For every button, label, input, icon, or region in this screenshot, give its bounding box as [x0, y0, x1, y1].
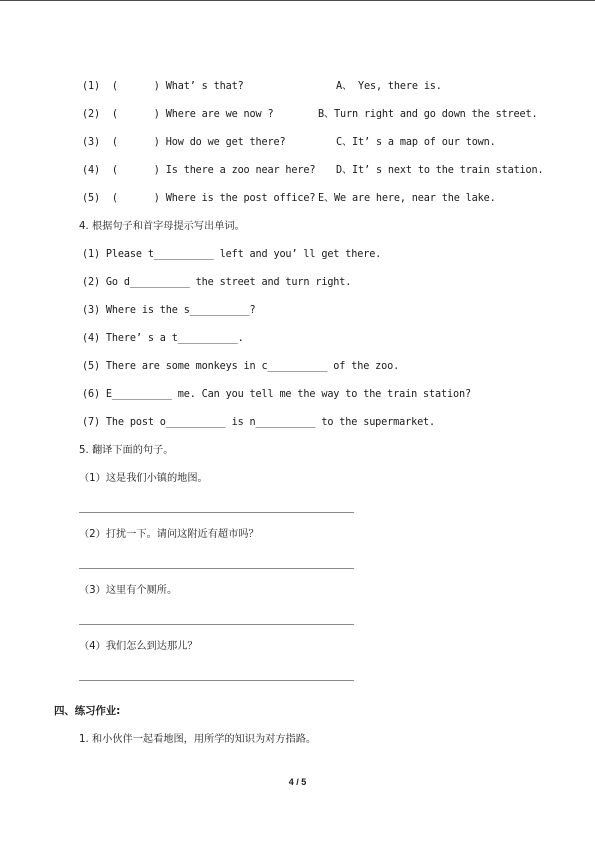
matching-answer: B、Turn right and go down the street.	[318, 109, 538, 120]
fill-in-item: (4) There’ s a t__________.	[82, 333, 244, 344]
practice-heading: 四、练习作业:	[54, 705, 121, 717]
page-number: 4 / 5	[288, 777, 307, 787]
answer-line	[79, 680, 354, 681]
translate-item: （3）这里有个厕所。	[79, 585, 178, 596]
section4-title: 4. 根据句子和首字母提示写出单词。	[79, 221, 245, 232]
fill-in-item: (1) Please t__________ left and you’ ll get there.	[82, 249, 382, 260]
answer-line	[79, 512, 354, 513]
matching-answer: E、We are here, near the lake.	[318, 193, 496, 204]
matching-question: (3) ( ) How do we get there?	[82, 137, 286, 148]
translate-item: （1）这是我们小镇的地图。	[79, 473, 208, 484]
answer-line	[79, 624, 354, 625]
matching-answer: C、It’ s a map of our town.	[336, 137, 496, 148]
matching-answer: D、It’ s next to the train station.	[336, 165, 544, 176]
answer-line	[79, 568, 354, 569]
matching-question: (5) ( ) Where is the post office?	[82, 193, 316, 204]
fill-in-item: (5) There are some monkeys in c__________ of the zoo.	[82, 361, 400, 372]
matching-question: (4) ( ) Is there a zoo near here?	[82, 165, 316, 176]
fill-in-item: (7) The post o__________ is n__________ to the supermarket.	[82, 417, 436, 428]
matching-answer: A、 Yes, there is.	[336, 81, 442, 92]
page-top-rule	[0, 0, 595, 1]
fill-in-item: (2) Go d__________ the street and turn right.	[82, 277, 352, 288]
matching-question: (2) ( ) Where are we now ?	[82, 109, 274, 120]
matching-question: (1) ( ) What’ s that?	[82, 81, 244, 92]
translate-item: （2）打扰一下。请问这附近有超市吗？	[79, 529, 259, 540]
section5-title: 5. 翻译下面的句子。	[79, 445, 174, 456]
fill-in-item: (6) E__________ me. Can you tell me the way to the train station?	[82, 389, 471, 400]
practice-item: 1. 和小伙伴一起看地图，用所学的知识为对方指路。	[79, 734, 317, 745]
translate-item: （4）我们怎么到达那儿？	[79, 641, 198, 652]
fill-in-item: (3) Where is the s__________?	[82, 305, 256, 316]
